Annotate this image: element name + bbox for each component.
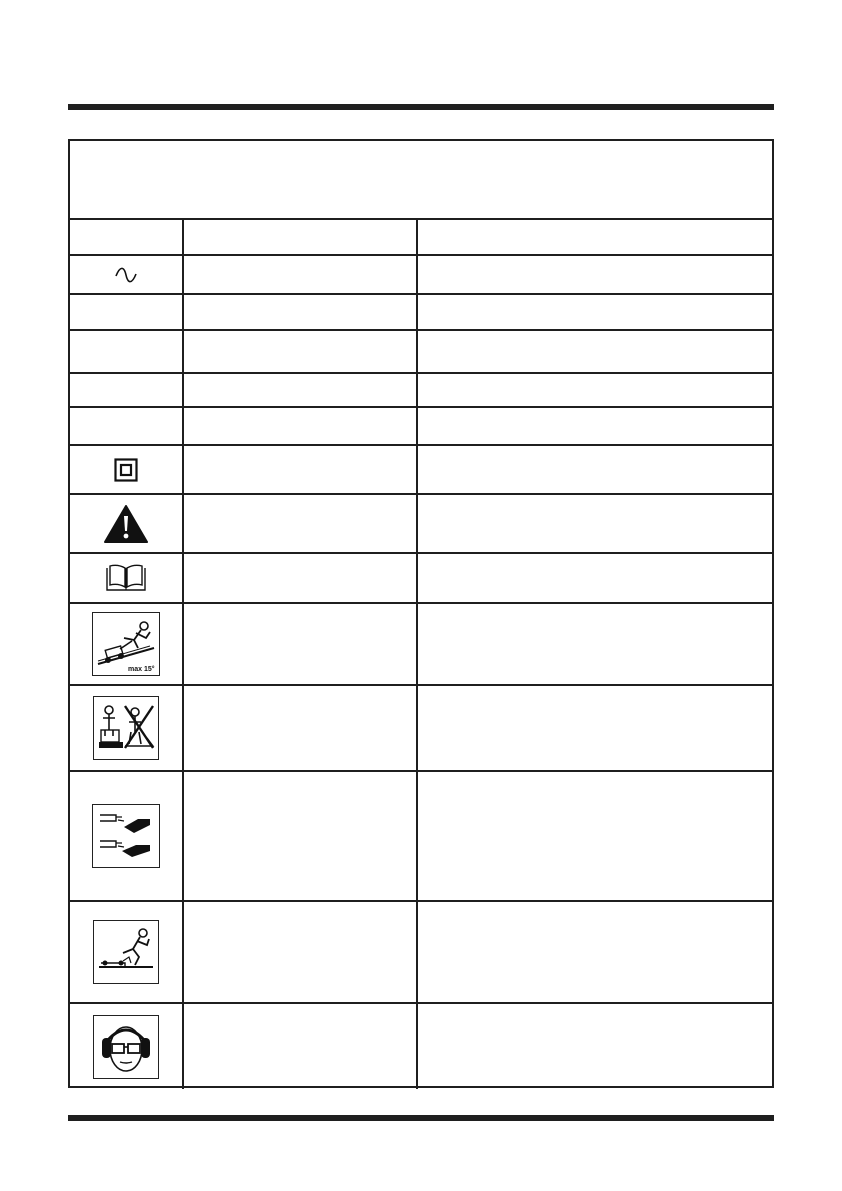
table-row (70, 374, 772, 408)
keep-bystanders-away-icon (93, 696, 159, 760)
header-meaning (418, 220, 772, 254)
symbol-meaning (418, 686, 772, 770)
symbol-meaning (418, 446, 772, 493)
alternating-current-icon (114, 266, 138, 284)
symbol-cell (70, 902, 184, 1002)
symbol-name (184, 256, 418, 293)
symbol-name (184, 331, 418, 372)
table-row (70, 331, 772, 374)
symbol-name (184, 554, 418, 602)
symbol-cell (70, 495, 184, 552)
table-row (70, 295, 772, 331)
symbol-meaning (418, 331, 772, 372)
symbol-cell (70, 772, 184, 900)
symbol-meaning (418, 772, 772, 900)
symbol-cell (70, 331, 184, 372)
rotating-blade-hand-icon (92, 804, 160, 868)
symbols-table (68, 139, 774, 1088)
table-header-row (70, 220, 772, 256)
bottom-rule (68, 1115, 774, 1121)
symbols-grid (70, 220, 772, 1089)
blade-foot-injury-icon (93, 920, 159, 984)
symbol-cell (70, 686, 184, 770)
table-row (70, 772, 772, 902)
symbol-name (184, 495, 418, 552)
table-row (70, 902, 772, 1004)
symbol-name (184, 1004, 418, 1089)
wear-eye-ear-protection-icon (93, 1015, 159, 1079)
slope-limit-label: max 15° (128, 666, 155, 673)
symbol-name (184, 295, 418, 329)
symbol-meaning (418, 256, 772, 293)
symbol-meaning (418, 902, 772, 1002)
header-symbol (70, 220, 184, 254)
symbol-name (184, 374, 418, 406)
symbol-cell (70, 374, 184, 406)
symbol-cell (70, 446, 184, 493)
symbol-meaning (418, 374, 772, 406)
top-rule (68, 104, 774, 110)
table-title (70, 141, 772, 220)
table-row (70, 495, 772, 554)
table-row (70, 446, 772, 495)
symbol-name (184, 902, 418, 1002)
table-row (70, 554, 772, 604)
double-insulation-icon (114, 458, 138, 482)
table-row (70, 604, 772, 686)
symbol-cell (70, 604, 184, 684)
header-name (184, 220, 418, 254)
symbol-meaning (418, 604, 772, 684)
table-row (70, 256, 772, 295)
symbol-name (184, 408, 418, 444)
table-row (70, 686, 772, 772)
symbol-name (184, 604, 418, 684)
symbol-meaning (418, 495, 772, 552)
symbol-meaning (418, 554, 772, 602)
symbol-cell (70, 554, 184, 602)
symbol-meaning (418, 1004, 772, 1089)
symbol-name (184, 772, 418, 900)
symbol-name (184, 446, 418, 493)
slope-warning-icon (92, 612, 160, 676)
warning-triangle-icon (103, 504, 149, 544)
table-row (70, 1004, 772, 1089)
symbol-cell (70, 1004, 184, 1089)
table-row (70, 408, 772, 446)
symbol-cell (70, 295, 184, 329)
symbol-meaning (418, 408, 772, 444)
symbol-cell (70, 256, 184, 293)
read-manual-icon (104, 564, 148, 592)
symbol-cell (70, 408, 184, 444)
symbol-meaning (418, 295, 772, 329)
symbol-name (184, 686, 418, 770)
